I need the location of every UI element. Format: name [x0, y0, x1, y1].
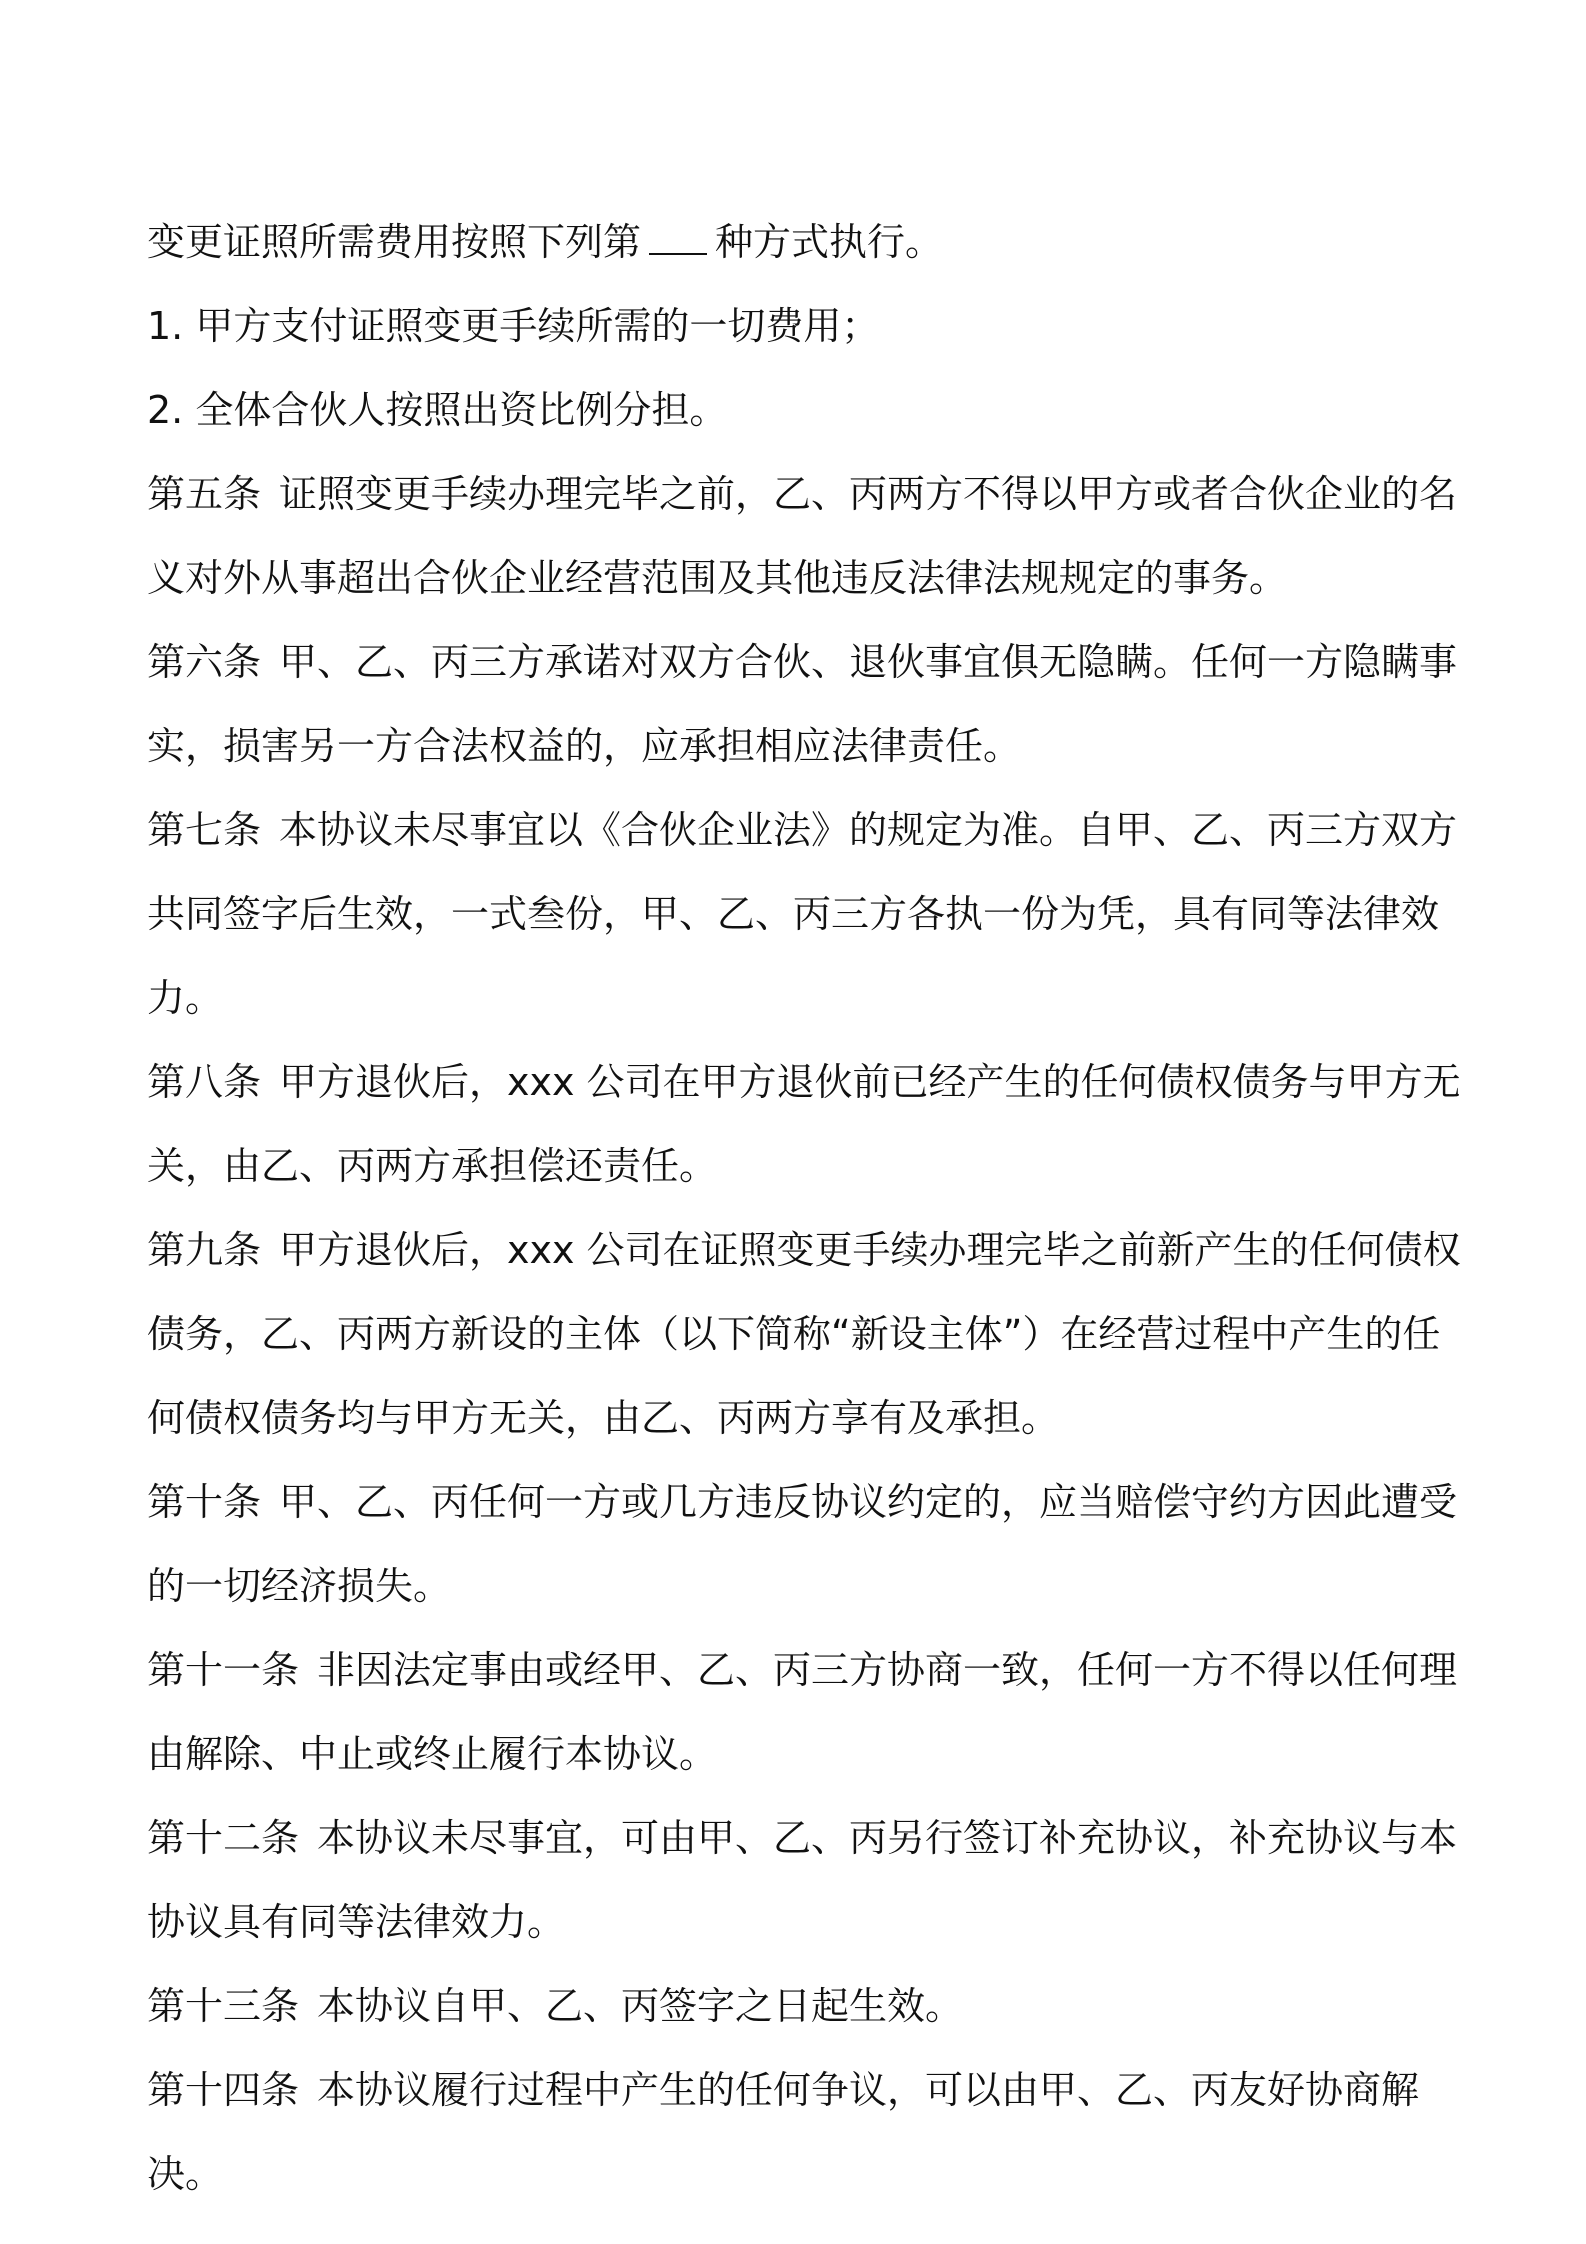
fee-clause	[147, 200, 1467, 284]
article-label: 第十一条	[147, 1648, 300, 1692]
article-6	[147, 620, 1467, 788]
article-label: 第十四条	[147, 2068, 300, 2112]
article-label: 第十二条	[147, 1816, 300, 1860]
article-label: 第五条	[147, 472, 262, 516]
article-14	[147, 2048, 1467, 2216]
article-text: 本协议自甲、乙、丙签字之日起生效。	[317, 1984, 964, 2028]
article-11	[147, 1628, 1467, 1796]
fee-clause-before: 变更证照所需费用按照下列第	[147, 220, 642, 264]
article-text: 甲方退伙后，xxx 公司在甲方退伙前已经产生的任何债权债务与甲方无关，由乙、丙两方承担偿还责任。	[147, 1060, 1461, 1188]
fee-clause-after: 种方式执行。	[715, 220, 944, 264]
article-label: 第六条	[147, 640, 262, 684]
fee-option-2: 2. 全体合伙人按照出资比例分担。	[147, 388, 728, 432]
article-label: 第九条	[147, 1228, 262, 1272]
article-7	[147, 788, 1467, 1040]
article-label: 第十条	[147, 1480, 262, 1524]
article-10	[147, 1460, 1467, 1628]
article-text: 本协议未尽事宜，可由甲、乙、丙另行签订补充协议，补充协议与本协议具有同等法律效力。	[147, 1816, 1458, 1944]
document-body	[147, 200, 1467, 2216]
article-9	[147, 1208, 1467, 1460]
article-text: 甲、乙、丙三方承诺对双方合伙、退伙事宜俱无隐瞒。任何一方隐瞒事实，损害另一方合法权益的，应承担相应法律责任。	[147, 640, 1458, 768]
fill-blank[interactable]	[649, 217, 707, 255]
article-text: 本协议未尽事宜以《合伙企业法》的规定为准。自甲、乙、丙三方双方共同签字后生效，一式叁份，甲、乙、丙三方各执一份为凭，具有同等法律效力。	[147, 808, 1458, 1020]
fee-option-1: 1. 甲方支付证照变更手续所需的一切费用；	[147, 304, 880, 348]
article-text: 甲、乙、丙任何一方或几方违反协议约定的，应当赔偿守约方因此遭受的一切经济损失。	[147, 1480, 1458, 1608]
article-label: 第十三条	[147, 1984, 300, 2028]
article-8	[147, 1040, 1467, 1208]
article-text: 非因法定事由或经甲、乙、丙三方协商一致，任何一方不得以任何理由解除、中止或终止履行本协议。	[147, 1648, 1458, 1776]
article-text: 证照变更手续办理完毕之前，乙、丙两方不得以甲方或者合伙企业的名义对外从事超出合伙企业经营范围及其他违反法律法规规定的事务。	[147, 472, 1458, 600]
article-text: 本协议履行过程中产生的任何争议，可以由甲、乙、丙友好协商解决。	[147, 2068, 1420, 2196]
article-5	[147, 452, 1467, 620]
article-label: 第七条	[147, 808, 262, 852]
article-13	[147, 1964, 1467, 2048]
article-text: 甲方退伙后，xxx 公司在证照变更手续办理完毕之前新产生的任何债权债务，乙、丙两方新设的主体（以下简称“新设主体”）在经营过程中产生的任何债权债务均与甲方无关，由乙、丙两方享有及承担。	[147, 1228, 1461, 1440]
article-label: 第八条	[147, 1060, 262, 1104]
article-12	[147, 1796, 1467, 1964]
